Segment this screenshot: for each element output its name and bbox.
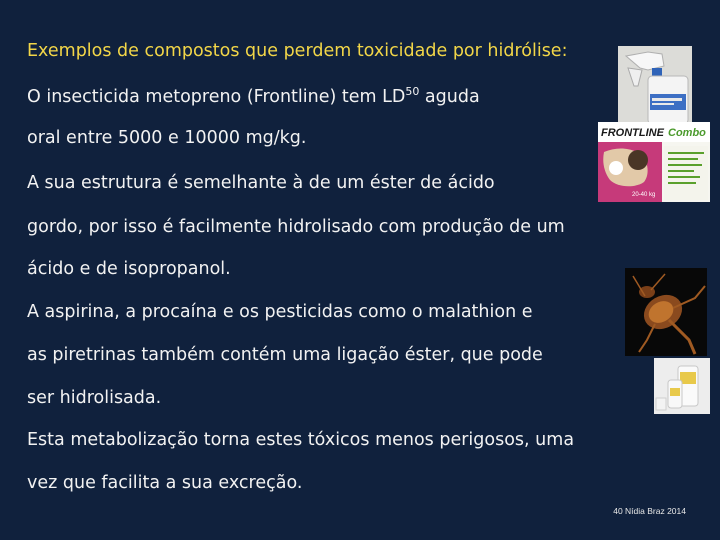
text-line-5: ácido e de isopropanol.	[27, 259, 231, 279]
text-line-8: ser hidrolisada.	[27, 388, 162, 408]
text-line-2: oral entre 5000 e 10000 mg/kg.	[27, 128, 307, 148]
box-weight-text: 20-40 kg	[632, 192, 656, 198]
ld-superscript: 50	[405, 85, 420, 98]
slide-footer: 40 Nídia Braz 2014	[613, 506, 686, 516]
frontline-combo-box-image	[598, 122, 710, 202]
text-line-4: gordo, por isso é facilmente hidrolisado com produção de um	[27, 217, 565, 237]
text-line-1-part-a: O insecticida metopreno (Frontline) tem LD	[27, 87, 406, 107]
flea-image	[625, 268, 707, 356]
box-brand-suffix-text: Combo	[668, 127, 706, 139]
text-line-1-part-b: aguda	[419, 87, 480, 107]
spray-bottle-image	[618, 46, 692, 124]
text-line-7: as piretrinas também contém uma ligação éster, que pode	[27, 345, 543, 365]
text-line-1	[27, 86, 480, 108]
text-line-10: vez que facilita a sua excreção.	[27, 473, 303, 493]
product-bottles-image	[654, 358, 710, 414]
text-line-9: Esta metabolização torna estes tóxicos menos perigosos, uma	[27, 430, 575, 450]
box-brand-text: FRONTLINE	[601, 127, 664, 139]
text-line-6: A aspirina, a procaína e os pesticidas como o malathion e	[27, 302, 533, 322]
text-line-3: A sua estrutura é semelhante à de um éster de ácido	[27, 173, 495, 193]
slide-title: Exemplos de compostos que perdem toxicidade por hidrólise:	[27, 41, 568, 61]
